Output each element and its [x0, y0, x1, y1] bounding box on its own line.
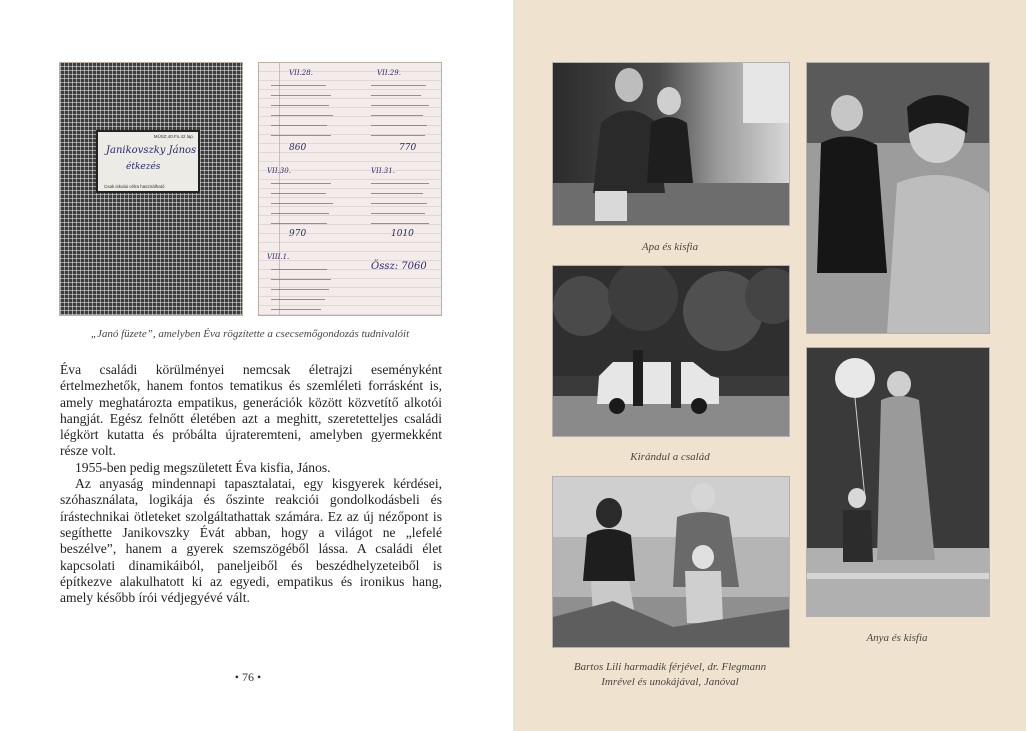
father-son-caption: Apa és kisfia: [641, 241, 699, 253]
ledger-col2-total: 770: [399, 143, 417, 153]
ledger-col5-head: VIII.1.: [267, 253, 290, 261]
notebook-subtitle: étkezés: [126, 162, 161, 172]
ledger-col2-head: VII.29.: [377, 69, 401, 77]
family-trip-caption: Kirándul a család: [630, 451, 710, 463]
mother-son-image: [807, 348, 989, 616]
mother-child-closeup-photo: [806, 62, 990, 334]
notebook-label: [96, 130, 200, 193]
notebook-caption: „Janó füzete”, amelyben Éva rögzítette a csecsemőgondozás tudnivalóit: [90, 328, 410, 340]
ledger-col4-head: VII.31.: [371, 167, 395, 175]
grandparents-photo: [552, 476, 790, 648]
page-number: • 76 •: [234, 670, 262, 684]
ledger-col1-head: VII.28.: [289, 69, 313, 77]
ledger-page-photo: [258, 62, 442, 316]
body-text: [60, 362, 442, 606]
notebook-label-small: MÜSZ.40.Fn.42 lap.: [153, 134, 194, 139]
ledger-col3-head: VII.30.: [267, 167, 291, 175]
paragraph-2: 1955-ben pedig megszületett Éva kisfia, János.: [75, 459, 331, 475]
ledger-col3-total: 970: [289, 229, 307, 239]
ledger-col5-total: Össz: 7060: [371, 261, 427, 272]
father-son-image: [553, 63, 789, 225]
notebook-name: Janikovszky János: [106, 145, 197, 156]
paragraph-3: Az anyaság mindennapi tapasztalatai, egy kisgyerek kérdései, szóhasználata, logikája és őszinte reakciói gondolkodásbeli és írástechnikai ötleteket szolgáltathattak számára. Ez az új nézőpont is segíthette Janikovszky Évát abban, hogy a világot ne „lefelé beszélve”, hanem a gyerek szemszögéből lássa. A családi élet kapcsolati dinamikáiból, paneljeiből és beszédhelyzeteiből is építkezve alakulhatott ki az egyedi, empatikus és ironikus hang, amely később írói védjegyévé vált.: [60, 476, 442, 606]
ledger-col1-total: 860: [289, 143, 307, 153]
ledger-col4-total: 1010: [391, 229, 414, 239]
notebook-label-bottom: Csak iskolai célra használható: [104, 184, 165, 189]
family-trip-photo: [552, 265, 790, 437]
grandparents-caption: Bartos Lili harmadik férjével, dr. Flegmann Imrével és unokájával, Janóval: [573, 661, 767, 688]
mother-child-closeup-image: [807, 63, 989, 333]
right-page: [513, 0, 1026, 731]
mother-son-photo: [806, 347, 990, 617]
family-trip-image: [553, 266, 789, 436]
mother-son-caption: Anya és kisfia: [866, 632, 928, 644]
notebook-cover-photo: [59, 62, 243, 316]
grandparents-image: [553, 477, 789, 647]
father-son-photo: [552, 62, 790, 226]
paragraph-1: Éva családi körülményei nemcsak életrajzi eseményként értelmezhetők, hanem fontos tematikus és szemléleti forrásként is, amely meghatározta empatikus, generációk között közvetítő alkotói hangját. Egész felnőtt életében azt a meghitt, szeretetteljes családi légkört kutatta és próbálta újrateremteni, amelyben gyermekként része volt.: [60, 362, 442, 459]
